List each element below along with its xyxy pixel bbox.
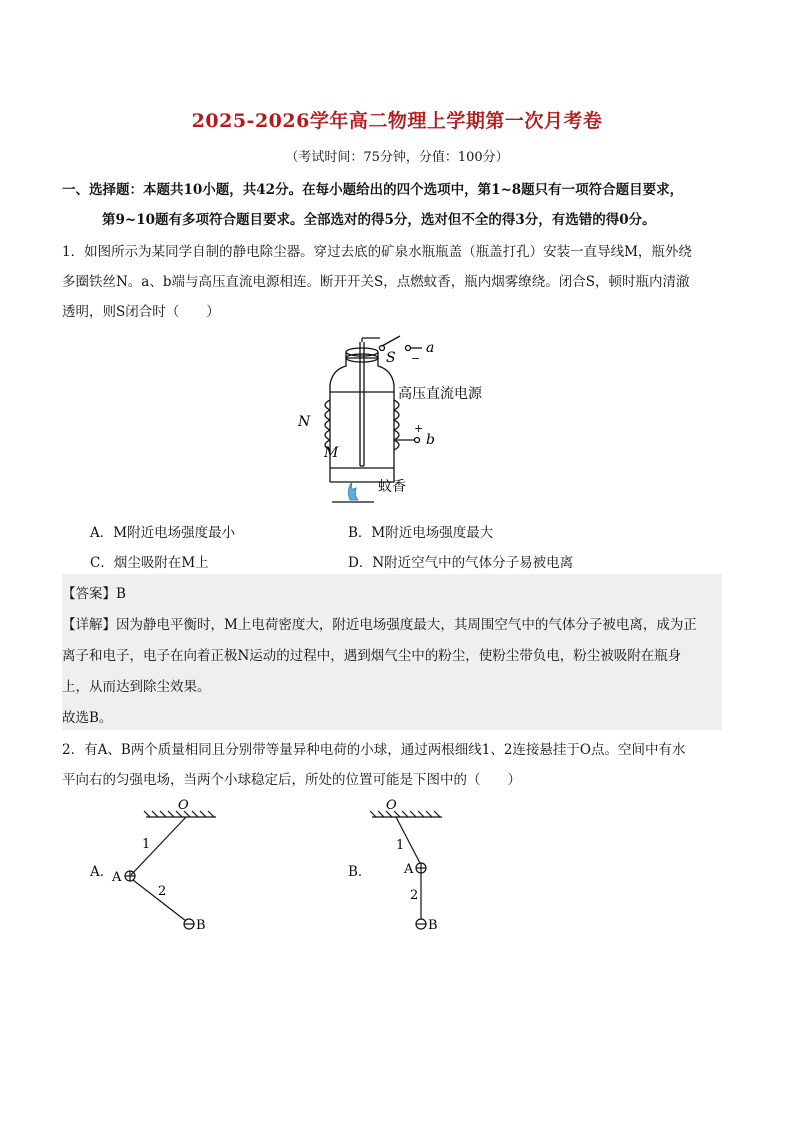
q2-figure-b <box>366 795 476 940</box>
wire-m-label: M <box>324 445 339 461</box>
q1-option-b: B．M附近电场强度最大 <box>348 525 494 541</box>
power-source-label: 高压直流电源 <box>398 386 482 402</box>
fig-a-point-o: O <box>178 798 189 813</box>
terminal-b-label: b <box>426 432 435 448</box>
fig-a-ball-b: B <box>196 918 206 933</box>
section-instructions-line2: 第9~10题有多项符合题目要求。全部选对的得5分，选对但不全的得3分，有选错的得0分。 <box>102 212 656 228</box>
fig-a-thread-1: 1 <box>142 837 151 852</box>
plus-sign: + <box>414 422 424 435</box>
terminal-a-label: a <box>426 340 435 356</box>
q1-detail-line2: 离子和电子，电子在向着正极N运动的过程中，遇到烟气尘中的粉尘，使粉尘带负电，粉尘被吸附在瓶身 <box>62 648 682 664</box>
exam-info: （考试时间：75分钟，分值：100分） <box>285 150 509 165</box>
q1-detail-line1: 【详解】因为静电平衡时，M上电荷密度大，附近电场强度最大，其周围空气中的气体分子被电离，成为正 <box>62 617 697 633</box>
q2-option-b-label: B． <box>348 864 372 880</box>
fig-b-ball-b: B <box>428 918 438 933</box>
fig-b-thread-2: 2 <box>410 888 419 903</box>
page-title: 2025-2026学年高二物理上学期第一次月考卷 <box>191 110 603 132</box>
fig-a-ball-a: A <box>112 870 122 885</box>
question-1-line3: 透明，则S闭合时（ ） <box>62 304 220 320</box>
q1-conclusion: 故选B。 <box>62 710 113 726</box>
section-instructions-line1: 一、选择题：本题共10小题，共42分。在每小题给出的四个选项中，第1~8题只有一项符合题目要求， <box>62 182 684 198</box>
fig-b-thread-1: 1 <box>396 838 405 853</box>
precipitator-diagram <box>290 330 530 510</box>
q1-answer: 【答案】B <box>62 586 126 602</box>
switch-label: S <box>386 350 396 366</box>
q1-option-c: C．烟尘吸附在M上 <box>90 555 209 571</box>
q1-detail-line3: 上，从而达到除尘效果。 <box>62 679 211 695</box>
fig-b-point-o: O <box>386 798 397 813</box>
question-1-line2: 多圈铁丝N。a、b端与高压直流电源相连。断开开关S，点燃蚊香，瓶内烟雾缭绕。闭合S，顿时瓶内清澈 <box>62 274 690 290</box>
question-2-line1: 2．有A、B两个质量相同且分别带等量异种电荷的小球，通过两根细线1、2连接悬挂于O点。空间中有水 <box>62 742 686 758</box>
fig-b-ball-a: A <box>404 862 414 877</box>
incense-label: 蚊香 <box>378 479 406 495</box>
q1-option-a: A．M附近电场强度最小 <box>90 525 236 541</box>
fig-a-thread-2: 2 <box>158 884 167 899</box>
question-1-line1: 1．如图所示为某同学自制的静电除尘器。穿过去底的矿泉水瓶瓶盖（瓶盖打孔）安装一直导线M，瓶外绕 <box>62 244 692 260</box>
minus-sign: − <box>411 352 421 365</box>
question-2-line2: 平向右的匀强电场，当两个小球稳定后，所处的位置可能是下图中的（ ） <box>62 772 521 788</box>
coil-n-label: N <box>298 414 311 430</box>
q1-option-d: D．N附近空气中的气体分子易被电离 <box>348 555 574 571</box>
q2-option-a-label: A． <box>90 864 114 880</box>
